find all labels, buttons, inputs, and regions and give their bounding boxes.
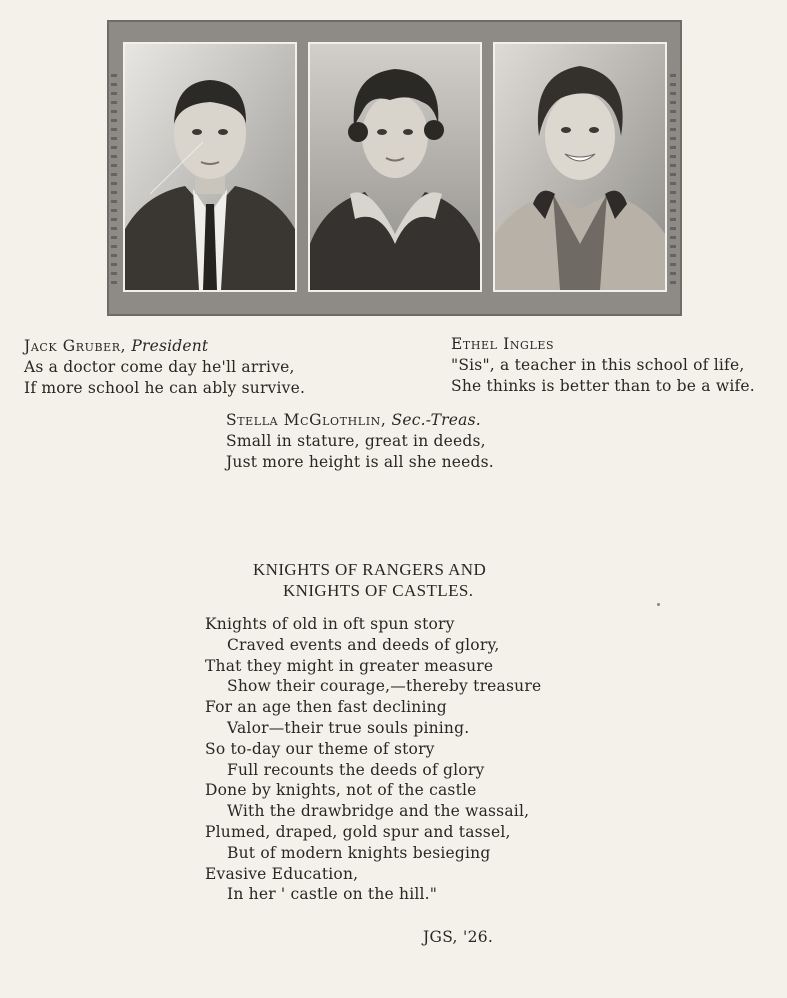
poem-line: Craved events and deeds of glory, bbox=[227, 635, 500, 654]
portrait-stella-mcglothlin bbox=[310, 44, 480, 290]
caption-jack-gruber bbox=[24, 336, 305, 399]
panel-border-dots bbox=[670, 74, 676, 284]
poem-title-line: KNIGHTS OF RANGERS AND bbox=[253, 560, 487, 579]
poem-line: Full recounts the deeds of glory bbox=[227, 760, 485, 779]
poem-line: Done by knights, not of the castle bbox=[205, 781, 477, 800]
caption-line: Just more height is all she needs. bbox=[226, 453, 494, 471]
caption-role: Sec.-Treas. bbox=[391, 411, 481, 429]
caption-line: Small in stature, great in deeds, bbox=[226, 432, 486, 450]
caption-role: President bbox=[131, 337, 209, 355]
paper-speck bbox=[657, 603, 660, 606]
poem-line: Show their courage,—thereby treasure bbox=[227, 677, 542, 696]
poem-line: Valor—their true souls pining. bbox=[227, 718, 470, 737]
poem-line: Evasive Education, bbox=[205, 864, 359, 883]
poem-line: That they might in greater measure bbox=[205, 656, 494, 675]
poem-line: For an age then fast declining bbox=[205, 698, 447, 717]
poem-line: Plumed, draped, gold spur and tassel, bbox=[205, 822, 511, 841]
poem-line: In her ' castle on the hill." bbox=[227, 885, 438, 904]
caption-name: Stella McGlothlin, bbox=[226, 411, 387, 429]
poem-line: But of modern knights besieging bbox=[227, 843, 491, 862]
poem-line: With the drawbridge and the wassail, bbox=[227, 802, 530, 821]
poem-title-line: KNIGHTS OF CASTLES. bbox=[283, 581, 474, 600]
photo-panel bbox=[107, 20, 682, 316]
poem-line: Knights of old in oft spun story bbox=[205, 615, 455, 633]
portrait-jack-gruber bbox=[125, 44, 295, 290]
caption-line: She thinks is better than to be a wife. bbox=[451, 377, 755, 395]
caption-line: "Sis", a teacher in this school of life, bbox=[451, 356, 745, 374]
panel-border-dots bbox=[111, 74, 117, 284]
poem-body bbox=[205, 614, 541, 905]
caption-name: Ethel Ingles bbox=[451, 335, 555, 353]
poem-signature: JGS, '26. bbox=[423, 928, 494, 946]
caption-name: Jack Gruber, bbox=[24, 337, 127, 355]
caption-stella-mcglothlin bbox=[226, 410, 494, 473]
portrait-ethel-ingles bbox=[495, 44, 665, 290]
caption-ethel-ingles bbox=[451, 334, 755, 397]
caption-line: If more school he can ably survive. bbox=[24, 379, 306, 397]
caption-line: As a doctor come day he'll arrive, bbox=[24, 358, 295, 376]
poem-line: So to-day our theme of story bbox=[205, 739, 435, 758]
